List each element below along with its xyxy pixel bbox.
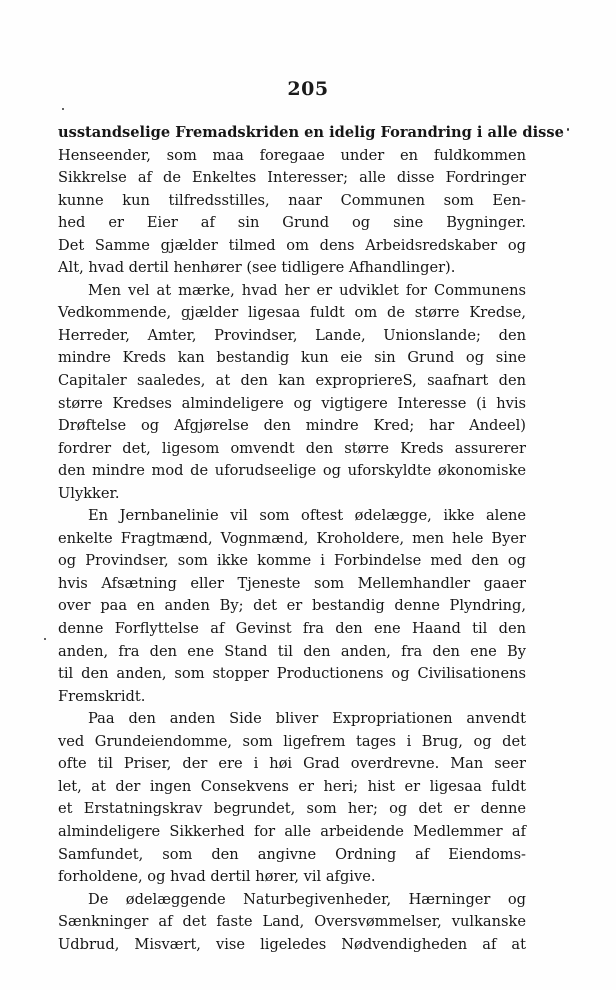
- text-line: Samfundet, som den angivne Ordning af Eiendoms-: [58, 845, 526, 863]
- text-line: Capitaler saaledes, at den kan expropriereS, saafnart den: [58, 372, 526, 390]
- text-line: hvis Afsætning eller Tjeneste som Mellemhandler gaaer: [58, 574, 526, 592]
- text-line: usstandselige Fremadskriden en idelig Forandring i alle disse: [58, 124, 564, 141]
- text-line: Paa den anden Side bliver Expropriationen anvendt: [88, 710, 526, 728]
- body-text: [58, 122, 564, 956]
- text-line: De ødelæggende Naturbegivenheder, Hærninger og: [88, 890, 526, 908]
- text-line: En Jernbanelinie vil som oftest ødelægge, ikke alene: [88, 507, 526, 525]
- text-line: mindre Kreds kan bestandig kun eie sin Grund og sine: [58, 349, 526, 367]
- text-line: let, at der ingen Consekvens er heri; hist er ligesaa fuldt: [58, 777, 526, 795]
- text-line: almindeligere Sikkerhed for alle arbeidende Medlemmer af: [58, 822, 526, 840]
- text-line: et Erstatningskrav begrundet, som her; og det er denne: [58, 800, 526, 818]
- text-line: Fremskridt.: [58, 687, 146, 705]
- text-line: Men vel at mærke, hvad her er udviklet for Communens: [88, 281, 526, 299]
- text-line: ved Grundeiendomme, som ligefrem tages i Brug, og det: [58, 732, 526, 750]
- text-line: kunne kun tilfredsstilles, naar Communen som Een-: [58, 191, 526, 209]
- text-line: Henseender, som maa foregaae under en fuldkommen: [58, 146, 526, 164]
- page-number: 205: [287, 78, 329, 100]
- text-line: Alt, hvad dertil henhører (see tidligere Afhandlinger).: [58, 259, 456, 277]
- text-line: ofte til Priser, der ere i høi Grad overdrevne. Man seer: [58, 755, 526, 773]
- text-line: Sænkninger af det faste Land, Oversvømmelser, vulkanske: [58, 913, 526, 931]
- ink-speck: [62, 108, 64, 110]
- text-line: Drøftelse og Afgjørelse den mindre Kred; har Andeel): [58, 417, 526, 435]
- text-line: Sikkrelse af de Enkeltes Interesser; alle disse Fordringer: [58, 169, 526, 187]
- text-line: Ulykker.: [58, 484, 120, 502]
- text-line: Det Samme gjælder tilmed om dens Arbeidsredskaber og: [58, 236, 526, 254]
- text-line: Herreder, Amter, Provindser, Lande, Unionslande; den: [58, 326, 526, 344]
- text-line: til den anden, som stopper Productionens og Civilisationens: [58, 665, 526, 683]
- text-line: Vedkommende, gjælder ligesaa fuldt om de større Kredse,: [58, 304, 526, 322]
- text-line: og Provindser, som ikke komme i Forbindelse med den og: [58, 552, 526, 570]
- text-line: anden, fra den ene Stand til den anden, fra den ene By: [58, 642, 526, 660]
- text-line: Udbrud, Misvært, vise ligeledes Nødvendigheden af at: [58, 935, 526, 953]
- ink-speck: [567, 128, 569, 131]
- text-line: hed er Eier af sin Grund og sine Bygninger.: [58, 214, 526, 232]
- text-line: større Kredses almindeligere og vigtigere Interesse (i hvis: [58, 394, 526, 412]
- text-line: denne Forflyttelse af Gevinst fra den ene Haand til den: [58, 620, 526, 638]
- text-line: den mindre mod de uforudseelige og uforskyldte økonomiske: [58, 462, 526, 480]
- text-line: forholdene, og hvad dertil hører, vil afgive.: [58, 868, 376, 886]
- text-line: over paa en anden By; det er bestandig denne Plyndring,: [58, 597, 526, 615]
- ink-speck: [44, 638, 46, 640]
- text-line: enkelte Fragtmænd, Vognmænd, Kroholdere, men hele Byer: [58, 529, 526, 547]
- text-line: fordrer det, ligesom omvendt den større Kreds assurerer: [58, 439, 526, 457]
